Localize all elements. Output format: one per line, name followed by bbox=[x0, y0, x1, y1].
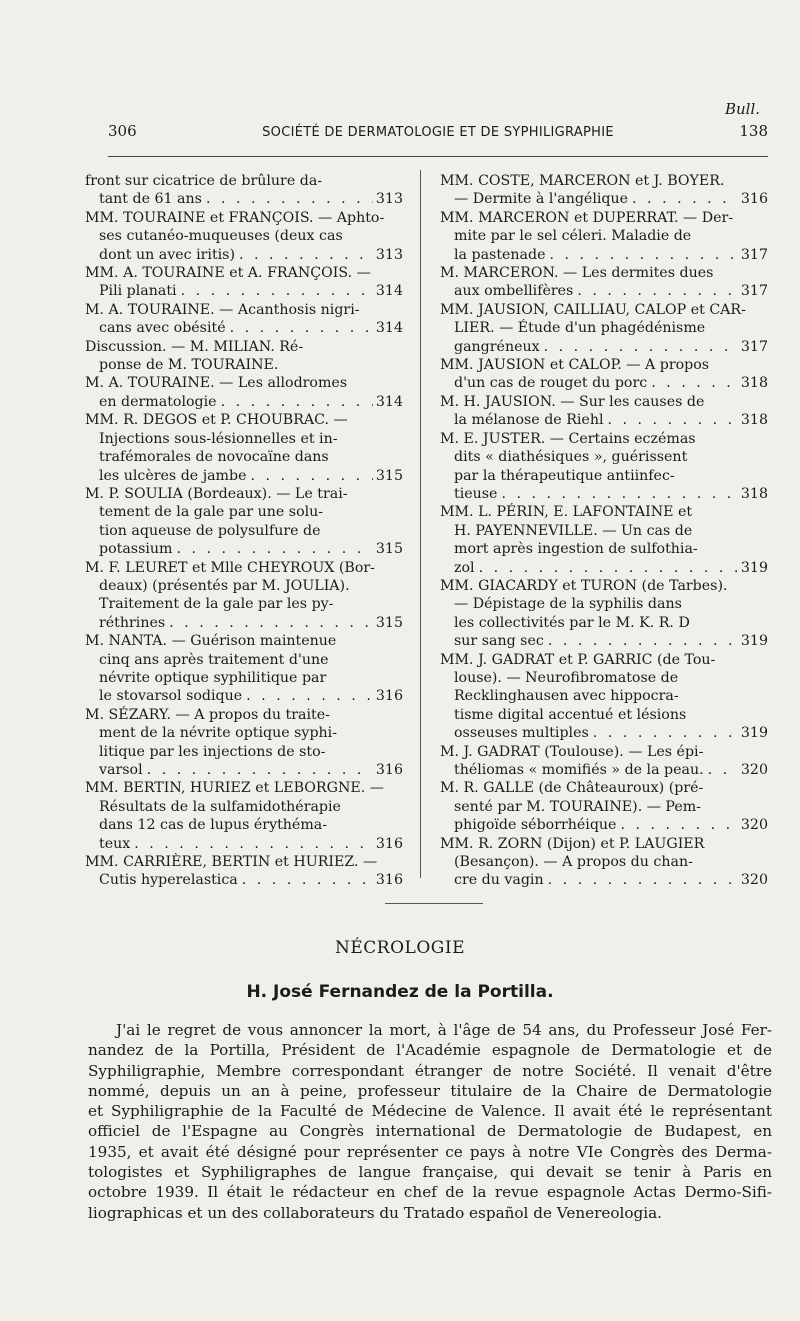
index-entry bbox=[440, 393, 768, 430]
entry-last-line bbox=[440, 246, 768, 264]
entry-line: M. A. TOURAINE. — Acanthosis nigri- bbox=[85, 301, 360, 318]
entry-text: tieuse bbox=[454, 485, 498, 502]
entry-line: mort après ingestion de sulfothia- bbox=[454, 541, 698, 558]
index-entry bbox=[440, 430, 768, 504]
dot-leader bbox=[628, 190, 738, 208]
dot-leader bbox=[497, 485, 737, 503]
dot-leader bbox=[235, 246, 373, 264]
entry-last-line bbox=[440, 374, 768, 392]
dot-leader bbox=[546, 246, 738, 264]
dot-leader bbox=[475, 559, 738, 577]
obituary-line: officiel de l'Espagne au Congrès international de Dermatologie de Budapest, en bbox=[88, 1122, 772, 1141]
obituary-line: liographicas et un des collaborateurs du Tratado español de Venereologia. bbox=[88, 1203, 662, 1222]
entry-text: phigoïde séborrhéique bbox=[454, 817, 617, 834]
entry-line: (Besançon). — A propos du chan- bbox=[454, 854, 693, 871]
entry-text: Pili planati bbox=[99, 283, 177, 300]
entry-line: M. SÉZARY. — A propos du traite- bbox=[85, 706, 330, 723]
index-entry bbox=[440, 356, 768, 393]
index-entry bbox=[85, 338, 403, 375]
obituary-line: tologistes et Syphiligraphes de langue française, qui devait se tenir à Paris en bbox=[88, 1163, 772, 1182]
entry-text: les ulcères de jambe bbox=[99, 467, 247, 484]
index-entry bbox=[440, 172, 768, 209]
page-number: 306 bbox=[108, 122, 137, 140]
entry-line: Injections sous-lésionnelles et in- bbox=[99, 430, 338, 447]
entry-line: senté par M. TOURAINE). — Pem- bbox=[454, 798, 701, 815]
dot-leader bbox=[226, 319, 373, 337]
dot-leader bbox=[165, 614, 373, 632]
entry-last-line bbox=[85, 871, 403, 889]
dot-leader bbox=[238, 871, 373, 889]
entry-text: teux bbox=[99, 835, 131, 852]
entry-line: névrite optique syphilitique par bbox=[99, 669, 327, 686]
entry-page-number: 317 bbox=[740, 338, 768, 355]
entry-last-line bbox=[440, 190, 768, 208]
entry-line: M. P. SOULIA (Bordeaux). — Le trai- bbox=[85, 485, 348, 502]
entry-line: M. NANTA. — Guérison maintenue bbox=[85, 633, 337, 650]
entry-text: potassium bbox=[99, 541, 173, 558]
entry-last-line bbox=[85, 614, 403, 632]
entry-text: cans avec obésité bbox=[99, 320, 226, 337]
entry-line: MM. MARCERON et DUPERRAT. — Der- bbox=[440, 209, 734, 226]
bulletin-number: 138 bbox=[739, 122, 768, 140]
entry-line: dits « diathésiques », guérissent bbox=[454, 449, 688, 466]
index-entry bbox=[440, 651, 768, 743]
index-entry bbox=[440, 264, 768, 301]
entry-last-line bbox=[440, 338, 768, 356]
entry-line: MM. JAUSION, CAILLIAU, CALOP et CAR- bbox=[440, 301, 746, 318]
entry-line: deaux) (présentés par M. JOULIA). bbox=[99, 577, 350, 594]
dot-leader bbox=[202, 190, 373, 208]
entry-line: M. MARCERON. — Les dermites dues bbox=[440, 265, 714, 282]
entry-page-number: 319 bbox=[740, 559, 768, 576]
entry-page-number: 314 bbox=[375, 320, 403, 337]
entry-line: tement de la gale par une solu- bbox=[99, 504, 324, 521]
obituary-line: Syphiligraphie, Membre correspondant étranger de notre Société. Il venait d'être bbox=[88, 1061, 772, 1080]
entry-line: les collectivités par le M. K. R. D bbox=[454, 614, 690, 631]
index-entry bbox=[440, 577, 768, 651]
entry-line: par la thérapeutique antiinfec- bbox=[454, 467, 675, 484]
obituary-line: nandez de la Portilla, Président de l'Académie espagnole de Dermatologie et de bbox=[88, 1041, 772, 1060]
entry-text: osseuses multiples bbox=[454, 725, 589, 742]
entry-line: Recklinghausen avec hippocra- bbox=[454, 688, 679, 705]
entry-last-line bbox=[440, 724, 768, 742]
entry-last-line bbox=[440, 559, 768, 577]
entry-text: la mélanose de Riehl bbox=[454, 412, 604, 429]
entry-page-number: 320 bbox=[740, 817, 768, 834]
entry-line: — Dépistage de la syphilis dans bbox=[454, 596, 682, 613]
entry-text: cre du vagin bbox=[454, 872, 544, 889]
entry-text: Cutis hyperelastica bbox=[99, 872, 238, 889]
obituary-line: octobre 1939. Il était le rédacteur en chef de la revue espagnole Actas Dermo-Sifi- bbox=[88, 1183, 772, 1202]
entry-line: litique par les injections de sto- bbox=[99, 743, 326, 760]
index-entry bbox=[85, 172, 403, 209]
entry-page-number: 316 bbox=[375, 872, 403, 889]
entry-last-line bbox=[440, 632, 768, 650]
entry-page-number: 314 bbox=[375, 283, 403, 300]
index-entry bbox=[85, 853, 403, 890]
dot-leader bbox=[544, 632, 738, 650]
entry-last-line bbox=[440, 485, 768, 503]
entry-page-number: 318 bbox=[740, 375, 768, 392]
entry-line: MM. R. DEGOS et P. CHOUBRAC. — bbox=[85, 412, 348, 429]
index-entry bbox=[85, 485, 403, 559]
entry-page-number: 318 bbox=[740, 412, 768, 429]
entry-line: Résultats de la sulfamidothérapie bbox=[99, 798, 341, 815]
obituary-line: et Syphiligraphie de la Faculté de Médecine de Valence. Il avait été le représentant bbox=[88, 1102, 772, 1121]
entry-last-line bbox=[85, 319, 403, 337]
entry-line: M. R. GALLE (de Châteauroux) (pré- bbox=[440, 780, 704, 797]
entry-line: dans 12 cas de lupus érythéma- bbox=[99, 817, 328, 834]
entry-line: mite par le sel céleri. Maladie de bbox=[454, 228, 692, 245]
dot-leader bbox=[544, 871, 738, 889]
entry-last-line bbox=[85, 190, 403, 208]
entry-text: aux ombellifères bbox=[454, 283, 574, 300]
obituary-line: J'ai le regret de vous annoncer la mort, à l'âge de 54 ans, du Professeur José Fer- bbox=[116, 1021, 772, 1039]
entry-page-number: 316 bbox=[375, 762, 403, 778]
entry-last-line bbox=[85, 761, 403, 779]
entry-last-line bbox=[85, 393, 403, 411]
entry-page-number: 317 bbox=[740, 246, 768, 263]
entry-line: front sur cicatrice de brûlure da- bbox=[85, 173, 323, 189]
entry-page-number: 318 bbox=[740, 485, 768, 502]
entry-page-number: 319 bbox=[740, 725, 768, 742]
entry-last-line bbox=[440, 816, 768, 834]
entry-line: MM. TOURAINE et FRANÇOIS. — Aphto- bbox=[85, 209, 385, 226]
entry-line: M. E. JUSTER. — Certains eczémas bbox=[440, 430, 696, 447]
entry-text: d'un cas de rouget du porc bbox=[454, 375, 648, 392]
entry-page-number: 315 bbox=[375, 614, 403, 631]
index-entry bbox=[440, 835, 768, 890]
left-column bbox=[85, 172, 403, 890]
entry-text: en dermatologie bbox=[99, 393, 217, 410]
entry-last-line bbox=[440, 282, 768, 300]
entry-page-number: 315 bbox=[375, 541, 403, 558]
index-entry bbox=[85, 779, 403, 853]
entry-last-line bbox=[440, 871, 768, 889]
entry-line: MM. R. ZORN (Dijon) et P. LAUGIER bbox=[440, 835, 705, 852]
dot-leader bbox=[242, 687, 373, 705]
header-rule bbox=[108, 156, 768, 157]
entry-page-number: 317 bbox=[740, 283, 768, 300]
entry-line: louse). — Neurofibromatose de bbox=[454, 669, 679, 686]
obituary-body bbox=[88, 1020, 772, 1223]
entry-text: gangréneux bbox=[454, 338, 540, 355]
dot-leader bbox=[647, 374, 738, 392]
entry-page-number: 314 bbox=[375, 393, 403, 410]
entry-line: MM. JAUSION et CALOP. — A propos bbox=[440, 357, 710, 374]
entry-line: MM. GIACARDY et TURON (de Tarbes). bbox=[440, 577, 728, 594]
entry-page-number: 320 bbox=[740, 872, 768, 889]
index-entry bbox=[85, 559, 403, 633]
index-entry bbox=[440, 301, 768, 356]
entry-line: Traitement de la gale par les py- bbox=[99, 596, 334, 613]
right-column bbox=[440, 172, 768, 890]
dot-leader bbox=[604, 411, 738, 429]
entry-line: M. J. GADRAT (Toulouse). — Les épi- bbox=[440, 743, 704, 760]
entry-last-line bbox=[85, 540, 403, 558]
dot-leader bbox=[217, 393, 373, 411]
entry-last-line bbox=[440, 761, 768, 779]
entry-last-line bbox=[85, 467, 403, 485]
entry-text: zol bbox=[454, 559, 475, 576]
index-entry bbox=[440, 743, 768, 780]
index-entry bbox=[85, 706, 403, 780]
dot-leader bbox=[172, 540, 372, 558]
entry-line: MM. A. TOURAINE et A. FRANÇOIS. — bbox=[85, 265, 371, 282]
entry-line: ment de la névrite optique syphi- bbox=[99, 725, 338, 742]
entry-page-number: 316 bbox=[740, 191, 768, 208]
dot-leader bbox=[143, 761, 373, 779]
entry-line: MM. J. GADRAT et P. GARRIC (de Tou- bbox=[440, 651, 716, 668]
entry-line: MM. BERTIN, HURIEZ et LEBORGNE. — bbox=[85, 780, 384, 797]
dot-leader bbox=[573, 282, 738, 300]
entry-page-number: 315 bbox=[375, 467, 403, 484]
dot-leader bbox=[704, 761, 738, 779]
entry-line: tisme digital accentué et lésions bbox=[454, 706, 687, 723]
entry-text: — Dermite à l'angélique bbox=[454, 191, 629, 208]
entry-line: MM. L. PÉRIN, E. LAFONTAINE et bbox=[440, 504, 693, 521]
entry-page-number: 316 bbox=[375, 688, 403, 705]
running-title: SOCIÉTÉ DE DERMATOLOGIE ET DE SYPHILIGRAPHIE bbox=[262, 125, 614, 140]
entry-last-line bbox=[85, 246, 403, 264]
index-entry bbox=[440, 779, 768, 834]
section-title: NÉCROLOGIE bbox=[335, 938, 465, 958]
dot-leader bbox=[130, 835, 373, 853]
entry-last-line bbox=[85, 687, 403, 705]
column-separator bbox=[420, 170, 421, 878]
entry-last-line bbox=[440, 411, 768, 429]
entry-page-number: 320 bbox=[740, 762, 768, 778]
dot-leader bbox=[589, 724, 738, 742]
index-entry bbox=[85, 209, 403, 264]
section-rule bbox=[385, 903, 483, 904]
entry-line: ponse de M. TOURAINE. bbox=[99, 357, 279, 374]
dot-leader bbox=[177, 282, 373, 300]
entry-line: MM. CARRIÈRE, BERTIN et HURIEZ. — bbox=[85, 854, 378, 871]
entry-line: M. A. TOURAINE. — Les allodromes bbox=[85, 375, 348, 392]
entry-line: tion aqueuse de polysulfure de bbox=[99, 522, 321, 539]
index-entry bbox=[440, 503, 768, 577]
entry-text: dont un avec iritis) bbox=[99, 246, 235, 263]
index-entry bbox=[440, 209, 768, 264]
entry-last-line bbox=[85, 835, 403, 853]
entry-text: la pastenade bbox=[454, 246, 546, 263]
entry-page-number: 313 bbox=[375, 191, 403, 208]
index-entry bbox=[85, 264, 403, 301]
entry-page-number: 316 bbox=[375, 835, 403, 852]
entry-text: réthrines bbox=[99, 614, 166, 631]
entry-page-number: 313 bbox=[375, 246, 403, 263]
entry-line: LIER. — Étude d'un phagédénisme bbox=[454, 320, 706, 337]
entry-line: M. F. LEURET et Mlle CHEYROUX (Bor- bbox=[85, 559, 375, 576]
entry-line: H. PAYENNEVILLE. — Un cas de bbox=[454, 522, 693, 539]
dot-leader bbox=[616, 816, 737, 834]
entry-text: varsol bbox=[99, 762, 143, 778]
entry-line: Discussion. — M. MILIAN. Ré- bbox=[85, 338, 304, 355]
entry-text: théliomas « momifiés » de la peau. bbox=[454, 762, 704, 778]
index-entry bbox=[85, 301, 403, 338]
obituary-line: nommé, depuis un an à peine, professeur titulaire de la Chaire de Dermatologie bbox=[88, 1081, 772, 1100]
entry-line: cinq ans après traitement d'une bbox=[99, 651, 329, 668]
running-head bbox=[108, 122, 768, 140]
entry-text: le stovarsol sodique bbox=[99, 688, 243, 705]
entry-line: M. H. JAUSION. — Sur les causes de bbox=[440, 393, 705, 410]
index-entry bbox=[85, 374, 403, 411]
obituary-title: H. José Fernandez de la Portilla. bbox=[246, 982, 554, 1002]
entry-line: ses cutanéo-muqueuses (deux cas bbox=[99, 228, 343, 245]
dot-leader bbox=[247, 467, 373, 485]
obituary-line: 1935, et avait été désigné pour représenter ce pays à notre VIe Congrès des Derma- bbox=[88, 1142, 772, 1161]
entry-page-number: 319 bbox=[740, 633, 768, 650]
entry-text: tant de 61 ans bbox=[99, 191, 202, 208]
entry-last-line bbox=[85, 282, 403, 300]
dot-leader bbox=[540, 338, 738, 356]
entry-line: MM. COSTE, MARCERON et J. BOYER. bbox=[440, 173, 725, 189]
index-entry bbox=[85, 632, 403, 706]
index-entry bbox=[85, 411, 403, 485]
entry-line: trafémorales de novocaïne dans bbox=[99, 449, 329, 466]
bull-label: Bull. bbox=[725, 100, 761, 118]
entry-text: sur sang sec bbox=[454, 633, 544, 650]
